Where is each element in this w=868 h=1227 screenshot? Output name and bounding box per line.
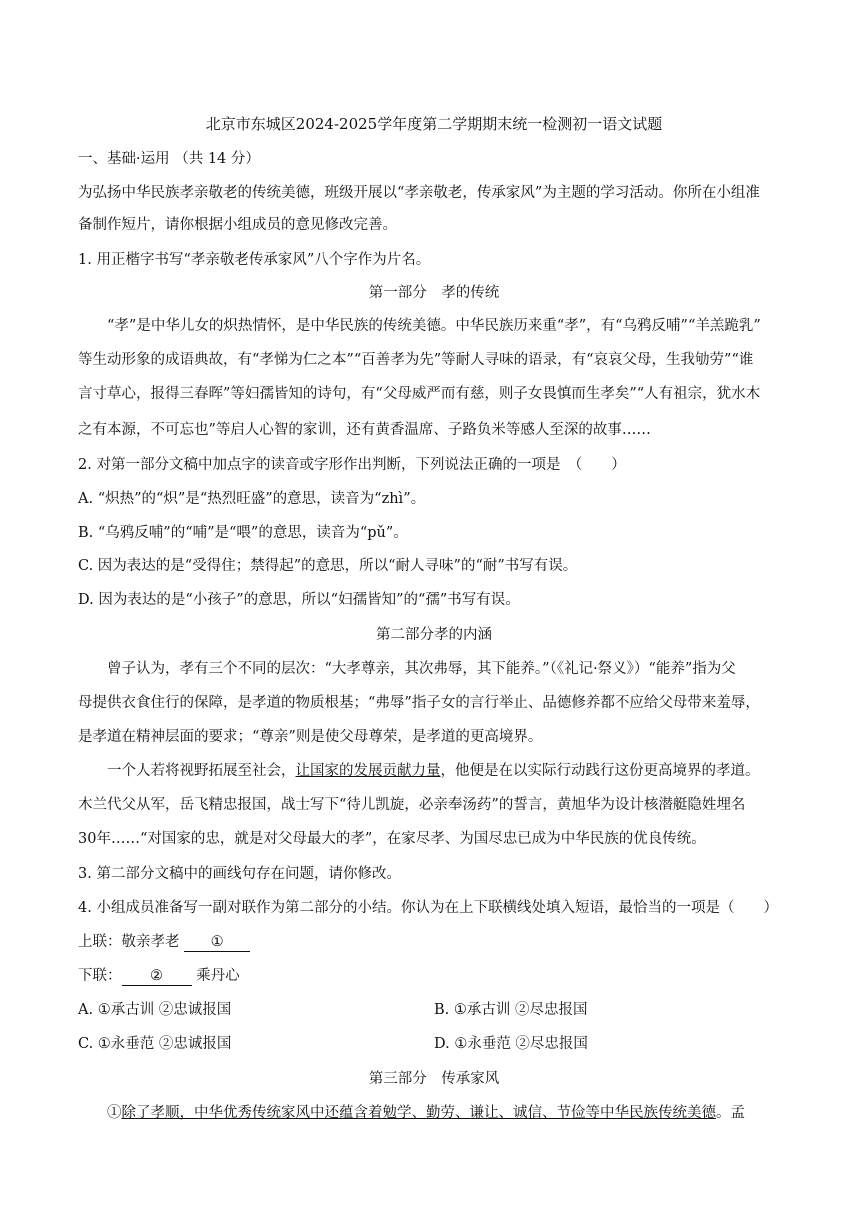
q2-option-c: C. 因为表达的是“受得住；禁得起”的意思，所以“耐人寻味”的“耐”书写有误。 [78, 558, 578, 574]
couplet-upper-blank: ① [184, 933, 250, 952]
part1-title: 第一部分 孝的传统 [368, 285, 500, 301]
part1-line-4: 之有本源，不可忘也”等启人心智的家训，还有黄香温席、子路负米等感人至深的故事…… [78, 422, 651, 438]
question-3: 3. 第二部分文稿中的画线句存在问题，请你修改。 [78, 866, 401, 882]
question-2: 2. 对第一部分文稿中加点字的读音或字形作出判断，下列说法正确的一项是 （ ） [78, 457, 626, 473]
part3-underlined-sentence: 除了孝顺，中华优秀传统家风中还蕴含着勉学、勤劳、谦让、诚信、节俭等中华民族传统美德 [121, 1105, 716, 1121]
part3-line-1 [78, 1103, 790, 1123]
part3-number: ① [107, 1105, 122, 1121]
part1-line-2: 等生动形象的成语典故，有“孝悌为仁之本”“百善孝为先”等耐人寻味的语录，有“哀哀父母，生我劬劳”“谁 [78, 352, 754, 368]
part2-p1-line-1: 曾子认为，孝有三个不同的层次：“大孝尊亲，其次弗辱，其下能养。”（《礼记·祭义》）“能养”指为父 [107, 661, 736, 677]
question-1: 1. 用正楷字书写“孝亲敬老传承家风”八个字作为片名。 [78, 252, 431, 268]
couplet-upper [78, 932, 790, 952]
part2-p2-post: ，他便是在以实际行动践行这份更高境界的孝道。 [440, 763, 760, 779]
q4-options-row-1 [78, 1000, 790, 1020]
part2-title: 第二部分孝的内涵 [376, 627, 492, 643]
page-title: 北京市东城区2024-2025学年度第二学期期末统一检测初一语文试题 [205, 115, 663, 133]
couplet-lower [78, 966, 790, 986]
q4-option-a: A. ①承古训 ②忠诚报国 [78, 1002, 232, 1018]
intro-line-1: 为弘扬中华民族孝亲敬老的传统美德，班级开展以“孝亲敬老，传承家风”为主题的学习活动。你所在小组准 [78, 185, 760, 201]
part1-line-1: “孝”是中华儿女的炽热情怀，是中华民族的传统美德。中华民族历来重“孝”，有“乌鸦反哺”“羊羔跪乳” [107, 318, 761, 334]
couplet-lower-post: 乘丹心 [196, 968, 240, 984]
part1-line-3: 言寸草心，报得三春晖”等妇孺皆知的诗句，有“父母威严而有慈，则子女畏慎而生孝矣”“人有祖宗，犹水木 [78, 386, 761, 402]
couplet-upper-label: 上联：敬亲孝老 [78, 934, 180, 950]
section-heading: 一、基础·运用 （共 14 分） [78, 151, 260, 167]
intro-line-2: 备制作短片，请你根据小组成员的意见修改完善。 [78, 217, 397, 233]
part2-p1-line-2: 母提供衣食住行的保障，是孝道的物质根基；“弗辱”指子女的言行举止、品德修养都不应给父母带来羞辱， [78, 695, 760, 711]
q4-option-d: D. ①永垂范 ②尽忠报国 [434, 1036, 588, 1052]
part2-p2-line-2: 木兰代父从军，岳飞精忠报国，战士写下“待儿凯旋，必亲奉汤药”的誓言，黄旭华为设计核潜艇隐姓埋名 [78, 797, 746, 813]
q2-option-a: A. “炽热”的“炽”是“热烈旺盛”的意思，读音为“zhì”。 [78, 491, 426, 507]
part3-post: 。孟 [716, 1105, 745, 1121]
part3-title: 第三部分 传承家风 [368, 1071, 500, 1087]
question-4: 4. 小组成员准备写一副对联作为第二部分的小结。你认为在上下联横线处填入短语，最恰当的一项是（ ） [78, 900, 778, 916]
q2-option-d: D. 因为表达的是“小孩子”的意思，所以“妇孺皆知”的“孺”书写有误。 [78, 592, 520, 608]
couplet-lower-blank: ② [122, 967, 192, 986]
part2-p1-line-3: 是孝道在精神层面的要求；“尊亲”则是使父母尊荣，是孝道的更高境界。 [78, 729, 543, 745]
q4-option-c: C. ①永垂范 ②忠诚报国 [78, 1036, 232, 1052]
couplet-lower-label: 下联： [78, 968, 122, 984]
q4-option-b: B. ①承古训 ②尽忠报国 [434, 1002, 588, 1018]
part2-p2-line-1 [78, 761, 790, 781]
q2-option-b: B. “乌鸦反哺”的“哺”是“喂”的意思，读音为“pǔ”。 [78, 525, 408, 541]
q4-options-row-2 [78, 1034, 790, 1054]
part2-p2-pre: 一个人若将视野拓展至社会， [107, 763, 296, 779]
part2-p2-line-3: 30年……“对国家的忠，就是对父母最大的孝”，在家尽孝、为国尽忠已成为中华民族的优良传统。 [78, 831, 706, 847]
underlined-sentence: 让国家的发展贡献力量 [295, 763, 441, 779]
